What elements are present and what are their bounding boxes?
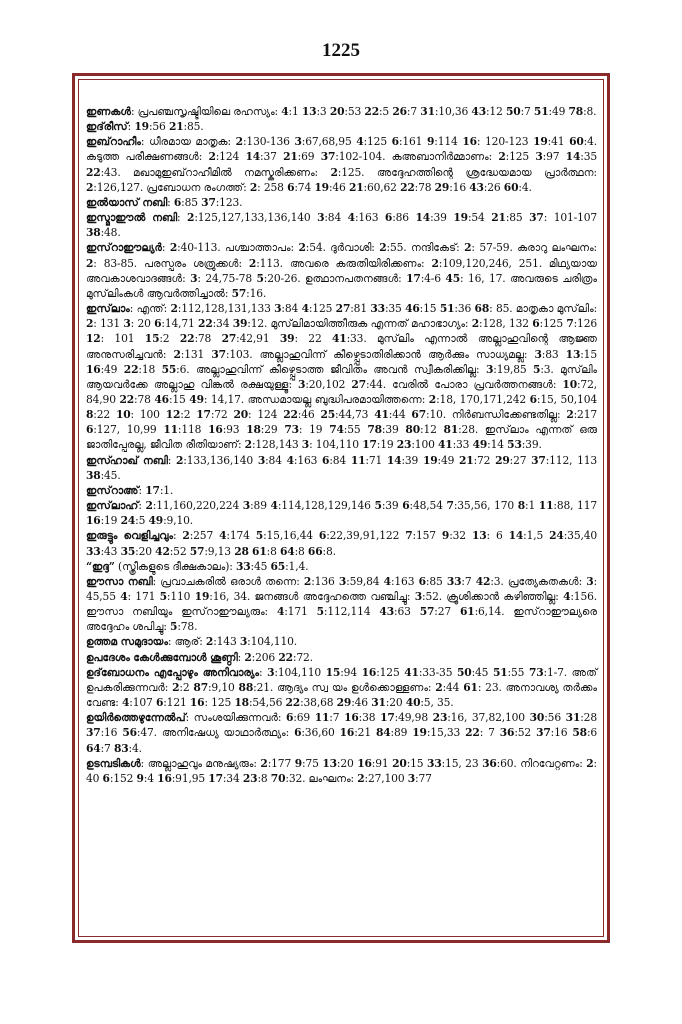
page-number: 1225	[322, 40, 360, 61]
index-entry: ഉയിർത്തെഴുന്നേൽപ്: സംശയിക്കുന്നവർ: 6:69 11:7 16:38 17:49,98 23:16, 37,82,100 30:56 31:28 37:16 56:47. അനിഷേധ്യ യാഥാർത്ഥ്യം: 6:36,60 16:21 84:89 19:15,33 22: 7 36:52 37:16 58:6 64:7 83:4.	[86, 711, 598, 755]
index-entry: ഇസ്‌ലാഹ്: 2:11,160,220,224 3:89 4:114,128,129,146 5:39 6:48,54 7:35,56, 170 8:1 11:88, 117 16:19 24:5 49:9,10.	[86, 499, 598, 528]
index-entry: ഇസ്‌റാഈല്യർ: 2:40-113. പശ്ചാത്താപം: 2:54. ദുർവാശി: 2:55. നന്ദികേട്: 2: 57-59. കരാറു ലംഘനം: 2: 83-85. പരസ്പരം ശത്രുക്കൾ: 2:113. അവരെ കരുതിയിരിക്കണം: 2:109,120,246, 251. മിഥ്യയായ അവകാശവാദങ്ങൾ: 3: 24,75-78 5:20-26. ഉത്ഥാനപതനങ്ങൾ: 17:4-6 45: 16, 17. അവരുടെ ചരിത്രം മുസ്‌ലിംകൾ ആവർത്തിച്ചാൽ: 57:16.	[86, 241, 597, 300]
index-entry: ഉത്തമ സമുദായം: ആര്: 2:143 3:104,110.	[86, 635, 297, 649]
index-entry: ഇസ്‌ലാം: എന്ത്: 2:112,128,131,133 3:84 4:125 27:81 33:35 46:15 51:36 68: 85. മാതൃകാ മുസ്‌ലിം: 2: 131 3: 20 6:14,71 22:34 39:12. മുസ്‌ലിമായിത്തീരുക എന്നത് മഹാഭാഗ്യം: 2:128, 132 6:125 7:126 12: 101 15:2 22:78 27:42,91 39: 22 41:33. മുസ്‌ലിം എന്നാൽ അല്ലാഹുവിന്റെ ആജ്ഞ അനുസരിച്ചവൻ: 2:131 37:103. അല്ലാഹുവിന്ന് കീഴ്പ്പെടാതിരിക്കാൻ ആർക്കും സാധ്യമല്ല: 3:83 13:15 16:49 22:18 55:6. അല്ലാഹുവിന്ന് കീഴ്പ്പെടാത്ത ജീവിതം അവൻ സ്വീകരിക്കില്ല: 3:19,85 5:3. മുസ്‌ലിം ആയവർക്കേ അല്ലാഹു വിങ്കൽ രക്ഷയുള്ളൂ: 3:20,102 27:44. വേരിൽ പോരാ പ്രവർത്തനങ്ങൾ: 10:72, 84,90 22:78 46:15 49: 14,17. അന്ധമായല്ല ബുദ്ധിപരമായിത്തന്നെ: 2:18, 170,171,242 6:15, 50,104 8:22 10: 100 12:2 17:72 20: 124 22:46 25:44,73 41:44 67:10. നിർബന്ധിക്കേണ്ടതില്ല: 2:217 6:127, 10,99 11:118 16:93 18:29 73: 19 74:55 78:39 80:12 81:28. ഇസ്‌ലാം എന്നത് ഒരു ജാതിപ്പേരല്ല, ജീവിത രീതിയാണ്: 2:128,143 3: 104,110 17:19 23:100 41:33 49:14 53:39.	[86, 302, 598, 452]
index-entry: ഇരുട്ടും വെളിച്ചവും: 2:257 4:174 5:15,16,44 6:22,39,91,122 7:157 9:32 13: 6 14:1,5 24:35,40 33:43 35:20 42:52 57:9,13 28 61:8 64:8 66:8.	[86, 529, 598, 558]
index-entry: “ഇദ്ദ” (സ്ത്രീകളുടെ ദീക്ഷകാലം): 33:45 65:1,4.	[86, 559, 309, 573]
index-entry: ഉടമ്പടികൾ: അല്ലാഹുവും മനുഷ്യരും: 2:177 9:75 13:20 16:91 20:15 33:15, 23 36:60. നിറവേറ്റണം: 2: 40 6:152 9:4 16:91,95 17:34 23:8 70:32. ലംഘനം: 2:27,100 3:77	[86, 756, 597, 785]
index-entry: ഇണകൾ: പ്രപഞ്ചസൃഷ്ടിയിലെ രഹസ്യം: 4:1 13:3 20:53 22:5 26:7 31:10,36 43:12 50:7 51:49 78:8.	[86, 105, 597, 118]
index-entry: ഇസ്മാഈൽ നബി: 2:125,127,133,136,140 3:84 4:163 6:86 14:39 19:54 21:85 37: 101-107 38:48.	[86, 211, 598, 240]
index-entry: ഇദ്‌രീസ്: 19:56 21:85.	[86, 120, 204, 134]
page-frame	[72, 73, 610, 943]
index-entry: ഇബ്‌റാഹീം: ധീരമായ മാതൃക: 2:130-136 3:67,68,95 4:125 6:161 9:114 16: 120-123 19:41 60:4. കടുത്ത പരീക്ഷണങ്ങൾ: 2:124 14:37 21:69 37:102-104. കഅബാനിർമ്മാണം: 2:125 3:97 14:35 22:43. മഖാമുഇബ്‌റാഹീമിൽ നമസ്കരിക്കണം: 2:125. അദ്ദേഹത്തിന്റെ ശ്രദ്ധേയമായ പ്രാർത്ഥന: 2:126,127. പ്രബോധന രംഗത്ത്: 2: 258 6:74 19:46 21:60,62 22:78 29:16 43:26 60:4.	[86, 135, 598, 194]
index-entry: ഇൽയാസ് നബി: 6:85 37:123.	[86, 195, 243, 209]
index-entry: ഈസാ നബി: പ്രവാചകരിൽ ഒരാൾ തന്നെ: 2:136 3:59,84 4:163 6:85 33:7 42:3. പ്രത്യേകതകൾ: 3: 45,55 4: 171 5:110 19:16, 34. ജനങ്ങൾ അദ്ദേഹത്തെ വഞ്ചിച്ചു: 3:52. ക്രൂശിക്കാൻ കഴിഞ്ഞില്ല: 4:156. ഈസാ നബിയും ഇസ്‌റാഈല്യരും: 4:171 5:112,114 43:63 57:27 61:6,14. ഇസ്‌റാഈല്യരെ അദ്ദേഹം ശപിച്ചു: 5:78.	[86, 574, 598, 634]
index-entry: ഇസ്ഹാഖ് നബി: 2:133,136,140 3:84 4:163 6:84 11:71 14:39 19:49 21:72 29:27 37:112, 113 38:45.	[86, 453, 598, 482]
index-content	[78, 79, 604, 937]
index-entry: ഉപദേശം കേൾക്കുമ്പോൾ ശൂണ്ഠി: 2:206 22:72.	[86, 650, 313, 664]
index-entry: ഇസ്‌റാഅ്: 17:1.	[86, 483, 174, 497]
index-entry: ഉദ്‌ബോധനം എപ്പോഴും അനിവാര്യം: 3:104,110 15:94 16:125 41:33-35 50:45 51:55 73:1-7. അത് ഉപകരിക്കുന്നവർ: 2:2 87:9,10 88:21. ആദ്യം സ്വ യം ഉൾക്കൊള്ളണം: 2:44 61: 23. അനാവശ്യ തർക്കം വേണ്ട: 4:107 6:121 16: 125 18:54,56 22:38,68 29:46 31:20 40:5, 35.	[86, 665, 598, 710]
